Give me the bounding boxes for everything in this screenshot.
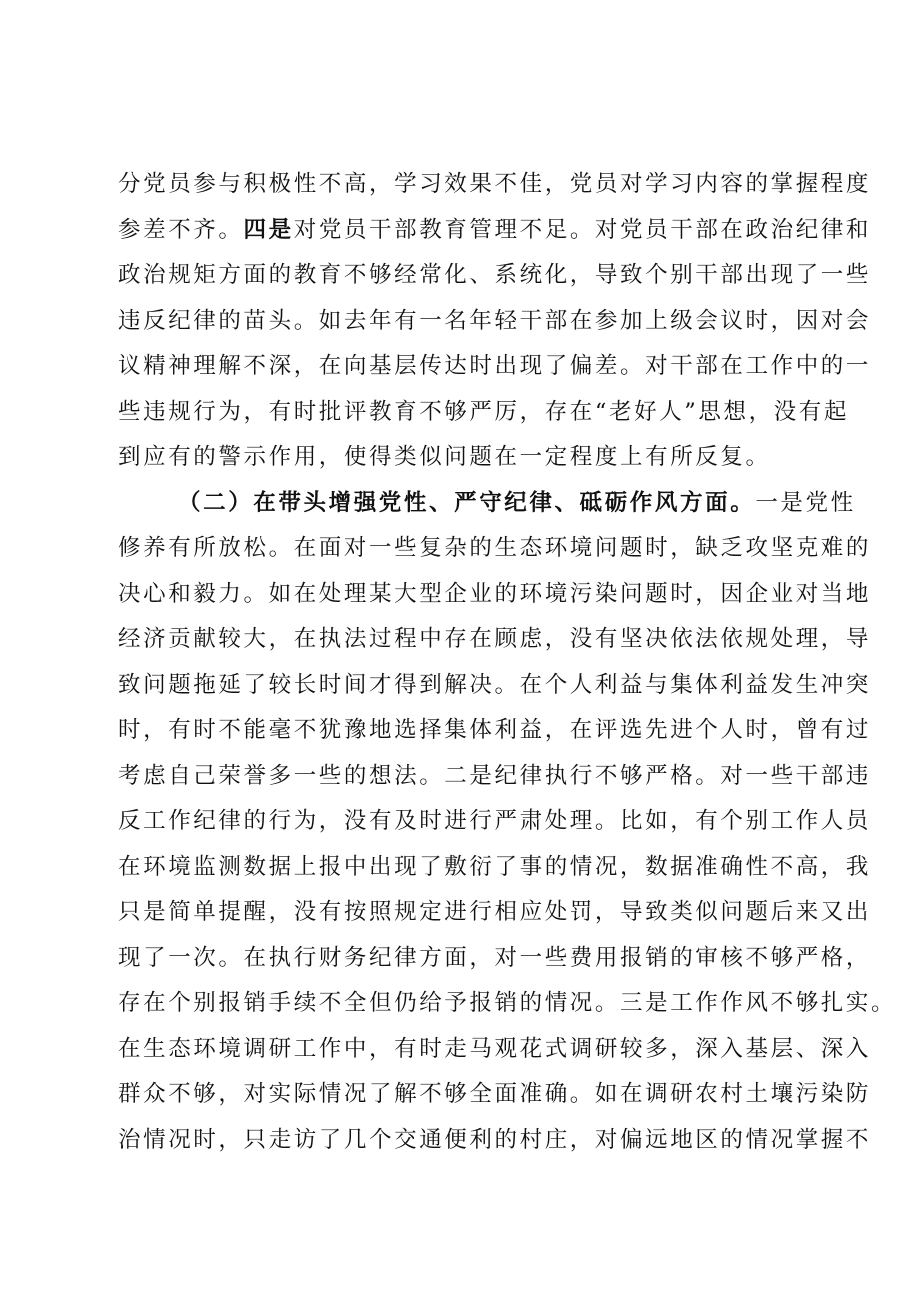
text-line bbox=[118, 299, 872, 345]
text-line bbox=[118, 936, 872, 982]
text-line bbox=[118, 435, 813, 481]
text-segment: 致问题拖延了较长时间才得到解决。在个人利益与集体利益发生冲突 bbox=[118, 671, 872, 698]
text-segment: 考虑自己荣誉多一些的想法。二是纪律执行不够严格。对一些干部违 bbox=[118, 762, 872, 789]
text-line bbox=[118, 526, 872, 572]
text-line bbox=[118, 572, 872, 618]
text-segment: 现了一次。在执行财务纪律方面，对一些费用报销的审核不够严格， bbox=[118, 944, 872, 971]
text-segment: 参差不齐。 bbox=[118, 216, 244, 243]
text-segment: 政治规矩方面的教育不够经常化、系统化，导致个别干部出现了一些 bbox=[118, 262, 872, 288]
text-line bbox=[118, 481, 856, 527]
text-segment: 在环境监测数据上报中出现了敷衍了事的情况，数据准确性不高，我 bbox=[118, 853, 872, 880]
text-segment: 一是党性 bbox=[755, 489, 856, 516]
text-line bbox=[118, 890, 872, 936]
text-line bbox=[118, 799, 872, 845]
bold-text-segment: 四是 bbox=[243, 216, 294, 243]
text-segment: 修养有所放松。在面对一些复杂的生态环境问题时，缺乏攻坚克难的 bbox=[118, 535, 872, 561]
text-line bbox=[118, 208, 872, 254]
text-segment: 存在个别报销手续不全但仍给予报销的情况。三是工作作风不够扎实。 bbox=[118, 990, 897, 1016]
bold-text-segment: （二）在带头增强党性、严守纪律、砥砺作风方面。 bbox=[178, 489, 756, 516]
text-segment: 在生态环境调研工作中，有时走马观花式调研较多，深入基层、深入 bbox=[118, 1035, 872, 1062]
text-line bbox=[118, 390, 850, 436]
text-segment: 对党员干部教育管理不足。对党员干部在政治纪律和 bbox=[293, 216, 872, 243]
text-line bbox=[118, 344, 872, 390]
text-segment: 群众不够，对实际情况了解不够全面准确。如在调研农村土壤污染防 bbox=[118, 1081, 872, 1107]
text-segment: 些违规行为，有时批评教育不够严厉，存在“老好人”思想，没有起 bbox=[118, 398, 850, 425]
text-line bbox=[118, 981, 897, 1027]
text-segment: 决心和毅力。如在处理某大型企业的环境污染问题时，因企业对当地 bbox=[118, 580, 872, 607]
text-line bbox=[118, 253, 872, 299]
text-segment: 只是简单提醒，没有按照规定进行相应处罚，导致类似问题后来又出 bbox=[118, 899, 872, 925]
text-line bbox=[118, 162, 872, 208]
text-line bbox=[118, 1118, 872, 1164]
text-segment: 时，有时不能毫不犹豫地选择集体利益，在评选先进个人时，曾有过 bbox=[118, 717, 872, 743]
text-segment: 到应有的警示作用，使得类似问题在一定程度上有所反复。 bbox=[118, 444, 771, 470]
text-line bbox=[118, 617, 872, 663]
document-page bbox=[118, 162, 897, 1163]
text-segment: 经济贡献较大，在执法过程中存在顾虑，没有坚决依法依规处理，导 bbox=[118, 626, 872, 652]
text-line bbox=[118, 754, 872, 800]
text-segment: 反工作纪律的行为，没有及时进行严肃处理。比如，有个别工作人员 bbox=[118, 808, 872, 834]
text-segment: 分党员参与积极性不高，学习效果不佳，党员对学习内容的掌握程度 bbox=[118, 171, 872, 197]
text-line bbox=[118, 1072, 872, 1118]
text-segment: 治情况时，只走访了几个交通便利的村庄，对偏远地区的情况掌握不 bbox=[118, 1126, 872, 1153]
text-segment: 违反纪律的苗头。如去年有一名年轻干部在参加上级会议时，因对会 bbox=[118, 307, 872, 334]
text-line bbox=[118, 1027, 872, 1073]
text-segment: 议精神理解不深，在向基层传达时出现了偏差。对干部在工作中的一 bbox=[118, 353, 872, 379]
text-line bbox=[118, 708, 872, 754]
text-line bbox=[118, 845, 872, 891]
text-line bbox=[118, 663, 872, 709]
